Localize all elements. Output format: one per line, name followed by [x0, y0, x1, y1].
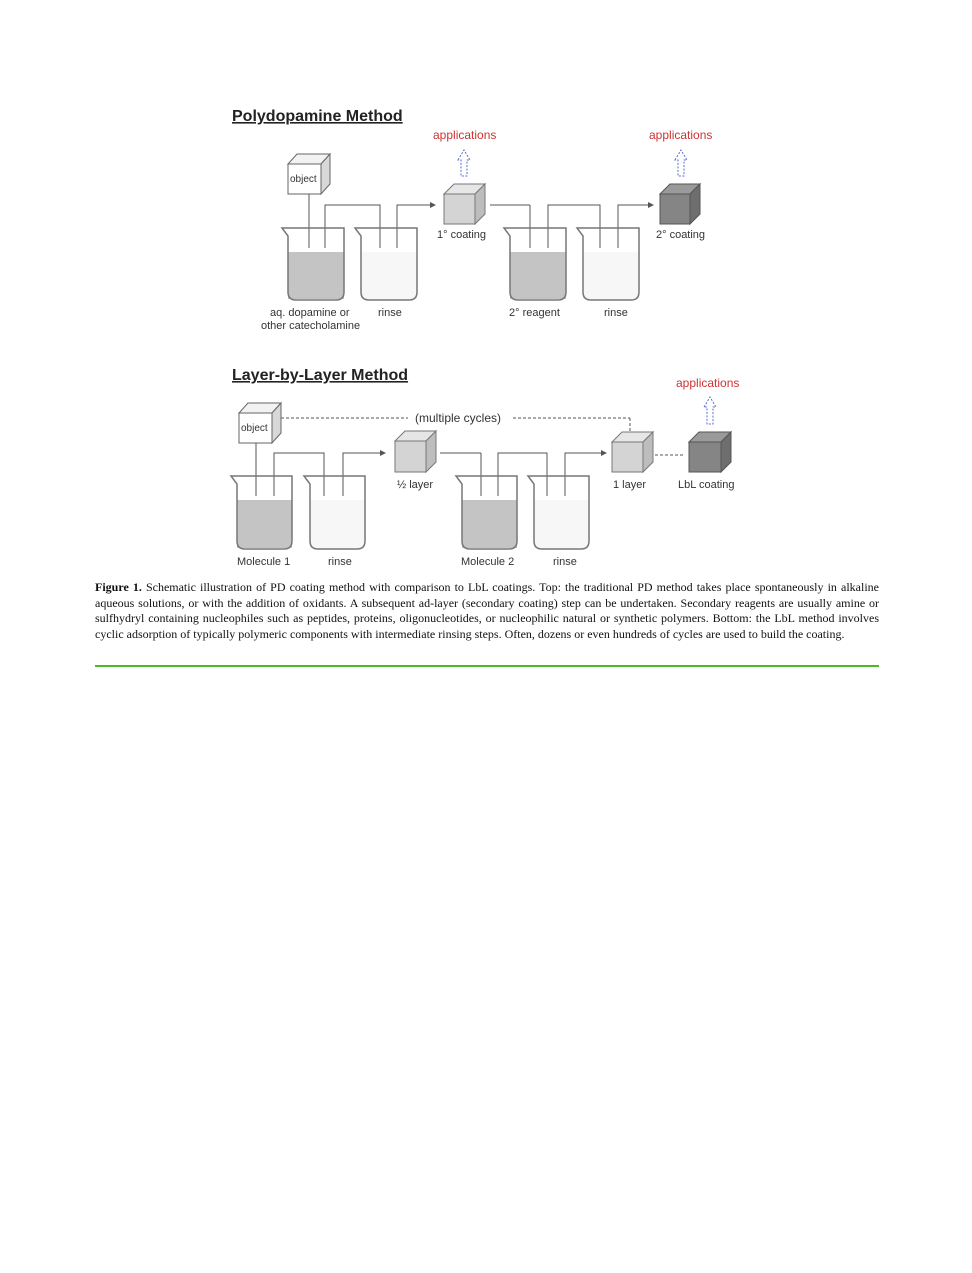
object-label-bottom: object [241, 423, 268, 434]
label-2-reagent: 2° reagent [509, 307, 560, 319]
lbl-coating-cube [689, 432, 731, 472]
label-molecule-1: Molecule 1 [237, 556, 291, 568]
dashed-up-arrow-icon [704, 397, 716, 424]
figure-1-schematic [0, 0, 972, 600]
label-dopamine: aq. dopamine or [270, 307, 350, 319]
caption-label: Figure 1. [95, 580, 142, 594]
one-layer-cube [612, 432, 653, 472]
applications-label-3: applications [676, 376, 740, 390]
label-molecule-2: Molecule 2 [461, 556, 515, 568]
label-rinse-4: rinse [553, 556, 577, 568]
applications-label-2: applications [649, 128, 713, 142]
beaker-rinse-2 [577, 228, 639, 300]
object-cube-top [288, 154, 330, 194]
coating-1-cube [444, 184, 485, 224]
beaker-molecule-1 [231, 476, 292, 549]
label-rinse-3: rinse [328, 556, 352, 568]
label-half-layer: ½ layer [397, 479, 434, 491]
beaker-dopamine [282, 228, 344, 300]
coating-2-cube [660, 184, 700, 224]
beaker-secondary-reagent [504, 228, 566, 300]
caption-text: Schematic illustration of PD coating method with comparison to LbL coatings. Top: the traditional PD method takes place spontaneously in alkaline aqueous solutions, or with the addition of oxidants. A subsequent ad-layer (secondary coating) step can be undertaken. Secondary reagents are usually amine or sulfhydryl containing nucleophiles such as peptides, proteins, oligonucleotides, or nucleophilic natural or synthetic polymers. Bottom: the LbL method involves cyclic adsorption of typically polymeric components with intermediate rinsing steps. Often, dozens or even hundreds of cycles are used to build the coating. [95, 580, 879, 641]
beaker-rinse-3 [304, 476, 365, 549]
multiple-cycles-label: (multiple cycles) [415, 411, 502, 425]
polydopamine-heading: Polydopamine Method [232, 108, 403, 125]
label-one-layer: 1 layer [613, 479, 647, 491]
label-rinse-2: rinse [604, 307, 628, 319]
label-1-coating: 1° coating [437, 229, 487, 241]
dashed-up-arrow-icon [458, 150, 470, 176]
figure-caption [95, 580, 879, 642]
section-divider [95, 665, 879, 667]
dashed-up-arrow-icon [675, 150, 687, 176]
object-label-top: object [290, 174, 317, 185]
label-2-coating: 2° coating [656, 229, 706, 241]
label-rinse-1: rinse [378, 307, 402, 319]
half-layer-cube [395, 431, 436, 472]
object-cube-bottom [239, 403, 281, 443]
beaker-rinse-1 [355, 228, 417, 300]
beaker-rinse-4 [528, 476, 589, 549]
label-lbl-coating: LbL coating [678, 479, 735, 491]
beaker-molecule-2 [456, 476, 517, 549]
lbl-heading: Layer-by-Layer Method [232, 367, 409, 384]
label-catecholamine: other catecholamine [261, 320, 361, 332]
applications-label-1: applications [433, 128, 497, 142]
